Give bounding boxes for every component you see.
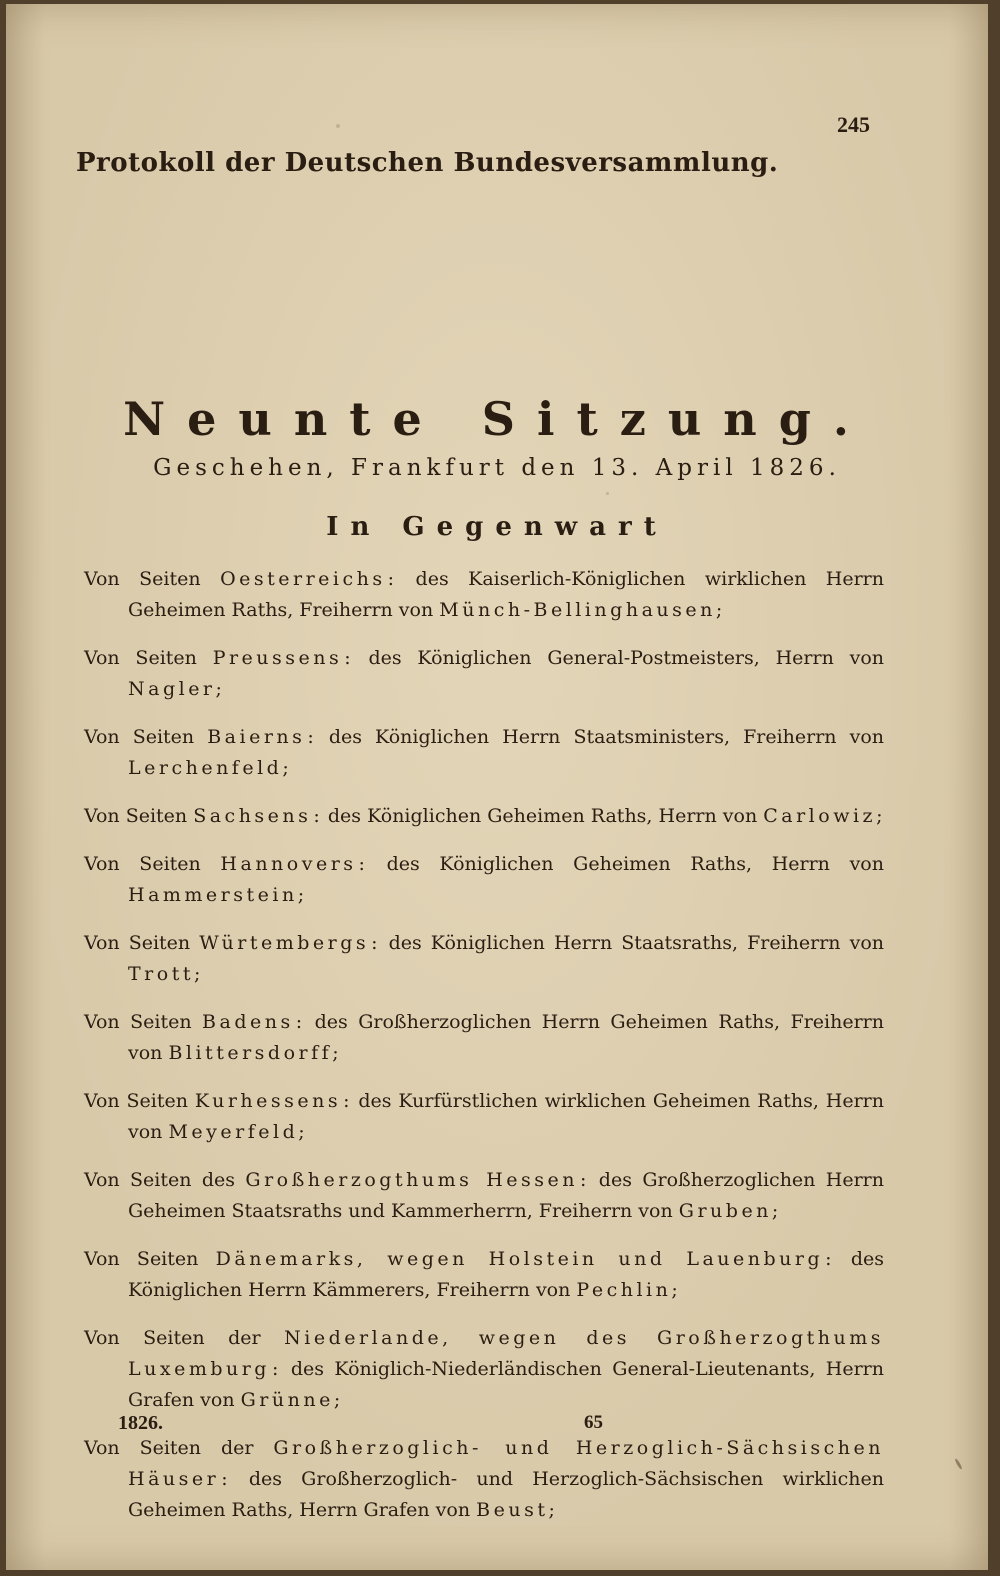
- attendee-prefix: Von Seiten: [84, 726, 195, 748]
- running-head: Protokoll der Deutschen Bundesversammlung.: [76, 148, 779, 178]
- attendee-prefix: Von Seiten: [84, 568, 201, 590]
- attendee-state: Großherzoglich- und Herzoglich-Sächsischen Häuser: [128, 1437, 884, 1490]
- attendee-entry: Von Seiten Hannovers : des Königlichen Geheimen Raths, Herrn von Hammerstein;: [84, 853, 884, 906]
- attendee-text: des Königlichen Herrn Kämmerers, Freiherrn von: [128, 1248, 885, 1301]
- attendee-list: [84, 564, 884, 1543]
- attendee-text: des Königlichen Geheimen Raths, Herrn von: [327, 805, 758, 827]
- attendee-end: ;: [876, 805, 883, 827]
- attendee-name: Beust: [476, 1499, 549, 1521]
- attendee-text: des Großherzoglichen Herrn Geheimen Raths, Freiherrn von: [128, 1011, 884, 1064]
- paper-speck: [606, 492, 609, 495]
- attendee-text: des Königlichen Herrn Staatsministers, Freiherrn von: [328, 726, 884, 748]
- attendee-name: Nagler: [128, 678, 216, 700]
- attendee-entry: Von Seiten Dänemarks, wegen Holstein und Lauenburg : des Königlichen Herrn Kämmerers, Freiherrn von Pechlin;: [84, 1248, 885, 1301]
- document-page: [6, 4, 988, 1570]
- attendee-text: des Großherzoglichen Herrn Geheimen Staatsraths und Kammerherrn, Freiherrn von: [128, 1169, 884, 1222]
- attendee-text: des Großherzoglich- und Herzoglich-Sächsischen wirklichen Geheimen Raths, Herrn Grafen von: [128, 1468, 884, 1521]
- attendee-entry: Von Seiten Badens : des Großherzoglichen Herrn Geheimen Raths, Freiherrn von Blittersdorff;: [84, 1011, 884, 1064]
- attendee-prefix: Von Seiten: [84, 805, 188, 827]
- attendee-text: des Königlichen Geheimen Raths, Herrn von: [386, 853, 884, 875]
- attendee-entry: Von Seiten Baierns : des Königlichen Herrn Staatsministers, Freiherrn von Lerchenfeld;: [84, 726, 884, 779]
- attendee-entry: Von Seiten Oesterreichs : des Kaiserlich-Königlichen wirklichen Herrn Geheimen Raths, Freiherrn von Münch-Bellinghausen;: [84, 568, 884, 621]
- attendee-state: Hannovers: [220, 853, 357, 875]
- attendee-text: des Königlichen General-Postmeisters, Herrn von: [368, 647, 884, 669]
- attendee-name: Pechlin: [576, 1279, 672, 1301]
- attendee-end: ;: [215, 678, 222, 700]
- attendee-name: Gruben: [678, 1200, 772, 1222]
- attendee-entry: Von Seiten Preussens : des Königlichen General-Postmeisters, Herrn von Nagler;: [84, 647, 884, 700]
- attendee-state: Niederlande, wegen des Großherzogthums Luxemburg: [128, 1327, 884, 1380]
- attendee-text: des Kurfürstlichen wirklichen Geheimen Raths, Herrn von: [128, 1090, 884, 1143]
- attendee-end: ;: [332, 1042, 339, 1064]
- attendee-end: ;: [715, 599, 723, 621]
- attendee-prefix: Von Seiten: [84, 1011, 192, 1033]
- attendee-text: des Königlich-Niederländischen General-Lieutenants, Herrn Grafen von: [128, 1358, 884, 1411]
- attendee-state: Sachsens: [193, 805, 312, 827]
- footer-year: 1826.: [118, 1412, 163, 1434]
- attendee-end: ;: [333, 1389, 341, 1411]
- attendee-end: ;: [282, 757, 289, 779]
- dateline: Geschehen, Frankfurt den 13. April 1826.: [153, 455, 841, 481]
- attendee-end: ;: [771, 1200, 779, 1222]
- attendee-text: des Kaiserlich-Königlichen wirklichen Herrn Geheimen Raths, Freiherrn von: [128, 568, 884, 621]
- attendee-prefix: Von Seiten des: [84, 1169, 236, 1191]
- attendee-prefix: Von Seiten: [84, 647, 197, 669]
- attendee-entry: Von Seiten der Großherzoglich- und Herzoglich-Sächsischen Häuser : des Großherzoglich- und Herzoglich-Sächsischen wirklichen Geheimen Raths, Herrn Grafen von Beust;: [84, 1437, 884, 1521]
- attendee-text: des Königlichen Herrn Staatsraths, Freiherrn von: [388, 932, 884, 954]
- attendee-prefix: Von Seiten: [84, 1090, 188, 1112]
- attendee-prefix: Von Seiten der: [84, 1437, 254, 1459]
- attendee-state: Badens: [202, 1011, 294, 1033]
- attendee-state: Großherzogthums Hessen: [245, 1169, 579, 1191]
- attendee-name: Carlowiz: [763, 805, 877, 827]
- attendee-entry: Von Seiten Würtembergs : des Königlichen Herrn Staatsraths, Freiherrn von Trott;: [84, 932, 884, 985]
- attendee-state: Würtembergs: [199, 932, 370, 954]
- attendee-state: Dänemarks, wegen Holstein und Lauenburg: [215, 1248, 824, 1270]
- session-title: Neunte Sitzung.: [123, 392, 871, 446]
- attendee-name: Blittersdorff: [168, 1042, 333, 1064]
- attendee-name: Münch-Bellinghausen: [439, 599, 716, 621]
- page-number: 245: [837, 112, 870, 137]
- attendee-end: ;: [548, 1499, 555, 1521]
- attendee-prefix: Von Seiten der: [84, 1327, 261, 1349]
- attendee-state: Baierns: [207, 726, 306, 748]
- attendee-state: Oesterreichs: [220, 568, 386, 590]
- attendee-name: Hammerstein: [128, 884, 298, 906]
- attendee-end: ;: [298, 1121, 305, 1143]
- paper-speck: [954, 1458, 963, 1470]
- attendee-prefix: Von Seiten: [84, 932, 191, 954]
- attendee-name: Grünne: [240, 1389, 334, 1411]
- attendee-name: Meyerfeld: [168, 1121, 299, 1143]
- in-presence-heading: In Gegenwart: [326, 512, 668, 542]
- attendee-entry: Von Seiten Kurhessens : des Kurfürstlichen wirklichen Geheimen Raths, Herrn von Meyerfeld;: [84, 1090, 884, 1143]
- signature-mark: 65: [584, 1412, 603, 1433]
- attendee-entry: Von Seiten der Niederlande, wegen des Großherzogthums Luxemburg : des Königlich-Niederländischen General-Lieutenants, Herrn Grafen von Grünne;: [84, 1327, 884, 1411]
- attendee-entry: Von Seiten des Großherzogthums Hessen : des Großherzoglichen Herrn Geheimen Staatsraths und Kammerherrn, Freiherrn von Gruben;: [84, 1169, 884, 1222]
- attendee-end: ;: [671, 1279, 678, 1301]
- paper-speck: [336, 124, 340, 128]
- attendee-end: ;: [193, 963, 201, 985]
- attendee-prefix: Von Seiten: [84, 1248, 199, 1270]
- attendee-state: Preussens: [212, 647, 343, 669]
- attendee-prefix: Von Seiten: [84, 853, 201, 875]
- attendee-state: Kurhessens: [194, 1090, 342, 1112]
- attendee-end: ;: [297, 884, 305, 906]
- attendee-entry: Von Seiten Sachsens : des Königlichen Geheimen Raths, Herrn von Carlowiz;: [84, 805, 883, 827]
- attendee-name: Trott: [128, 963, 194, 985]
- attendee-name: Lerchenfeld: [128, 757, 283, 779]
